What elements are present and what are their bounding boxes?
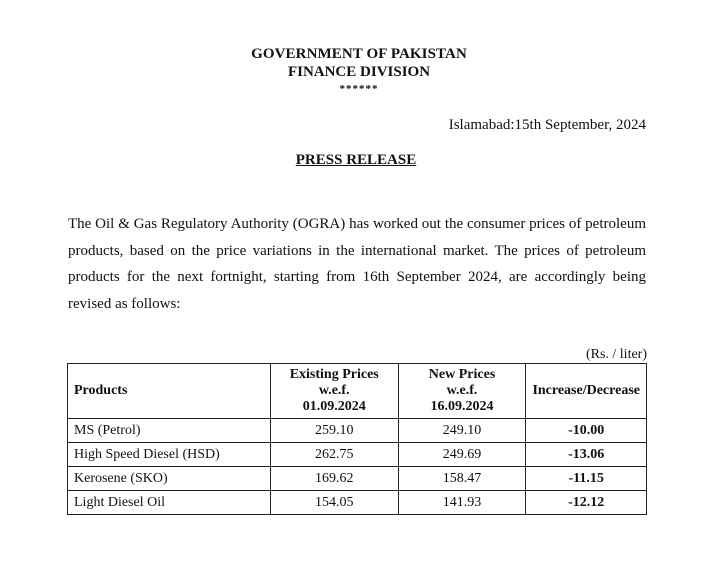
cell-new-price: 249.10 — [398, 419, 526, 443]
header-existing-line2: w.e.f. — [318, 383, 350, 398]
header-new-line2: w.e.f. — [446, 383, 478, 398]
header-existing-line1: Existing Prices — [289, 367, 379, 382]
cell-existing-price: 262.75 — [270, 443, 398, 467]
dateline: Islamabad:15th September, 2024 — [448, 117, 646, 133]
cell-change: -10.00 — [526, 419, 647, 443]
table-row — [68, 419, 647, 443]
header-division: FINANCE DIVISION — [287, 64, 431, 80]
cell-product: High Speed Diesel (HSD) — [68, 443, 271, 467]
header-existing-line3: 01.09.2024 — [302, 399, 366, 414]
press-release-title: PRESS RELEASE — [295, 152, 417, 168]
header-new-line3: 16.09.2024 — [430, 399, 494, 414]
cell-existing-price: 154.05 — [270, 491, 398, 515]
header-existing-prices — [270, 364, 398, 419]
cell-new-price: 141.93 — [398, 491, 526, 515]
cell-product: Kerosene (SKO) — [68, 467, 271, 491]
table-header-row — [68, 364, 647, 419]
body-paragraph: The Oil & Gas Regulatory Authority (OGRA) has worked out the consumer prices of petroleum products, based on the price variations in the international market. The prices of petroleum products for the next fortnight, starting from 16th September 2024, are accordingly being revised as follows: — [68, 216, 646, 312]
table-row — [68, 467, 647, 491]
header-new-prices — [398, 364, 526, 419]
cell-change: -13.06 — [526, 443, 647, 467]
header-stars: ****** — [339, 83, 379, 95]
cell-change: -12.12 — [526, 491, 647, 515]
header-products: Products — [68, 364, 271, 419]
cell-existing-price: 259.10 — [270, 419, 398, 443]
unit-label: (Rs. / liter) — [585, 347, 647, 362]
cell-new-price: 249.69 — [398, 443, 526, 467]
table-row — [68, 443, 647, 467]
header-increase-decrease: Increase/Decrease — [526, 364, 647, 419]
header-government: GOVERNMENT OF PAKISTAN — [251, 46, 467, 62]
cell-new-price: 158.47 — [398, 467, 526, 491]
price-table — [67, 363, 647, 515]
cell-change: -11.15 — [526, 467, 647, 491]
cell-product: MS (Petrol) — [68, 419, 271, 443]
cell-product: Light Diesel Oil — [68, 491, 271, 515]
cell-existing-price: 169.62 — [270, 467, 398, 491]
table-row — [68, 491, 647, 515]
header-new-line1: New Prices — [428, 367, 496, 382]
